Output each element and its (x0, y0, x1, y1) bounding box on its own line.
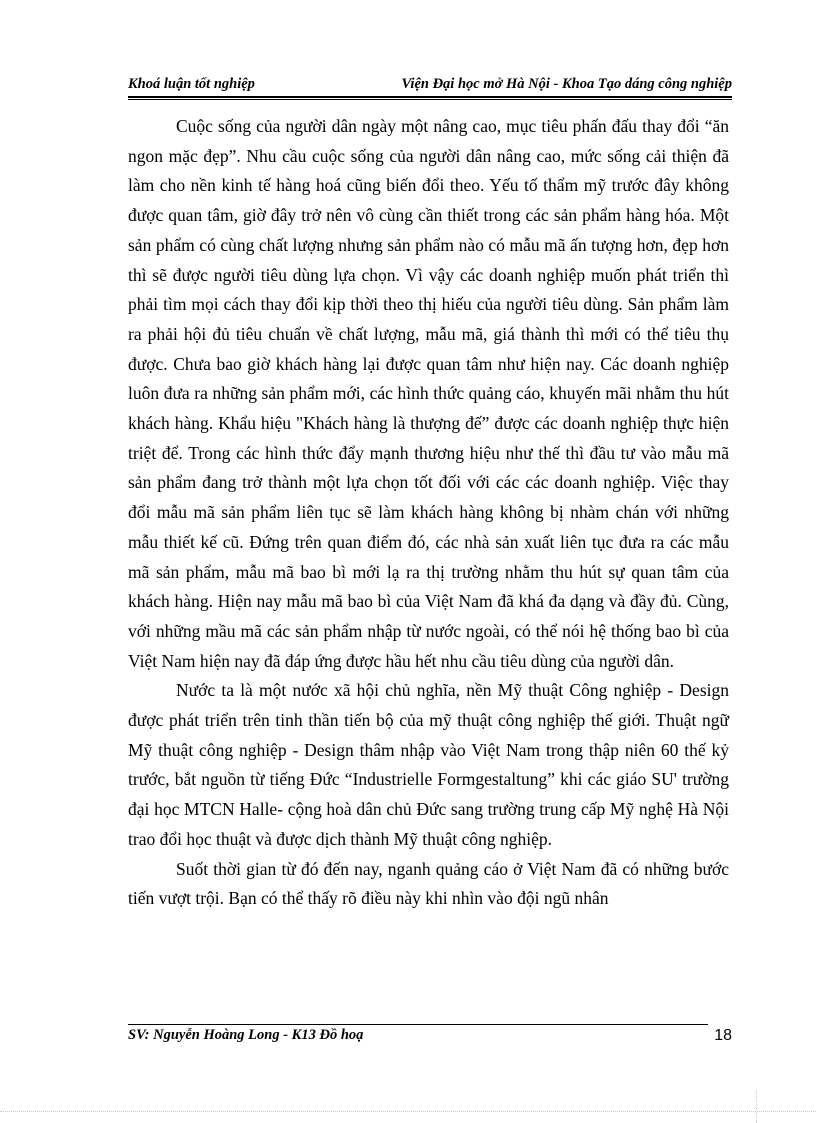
page-header (128, 76, 732, 98)
header-thesis-label: Khoá luận tốt nghiệp (128, 76, 255, 92)
page-number: 18 (714, 1027, 732, 1044)
body-text (128, 112, 729, 914)
header-rule-thick (128, 96, 732, 98)
footer-student-label: SV: Nguyễn Hoàng Long - K13 Đồ hoạ (128, 1027, 364, 1043)
header-rule-thin (128, 99, 732, 100)
paragraph-1: Cuộc sống của người dân ngày một nâng cao, mục tiêu phấn đấu thay đổi “ăn ngon mặc đẹp”. Nhu cầu cuộc sống của người dân nâng cao, mức sống cải thiện đã làm cho nền kinh tế hàng hoá cũng biến đổi theo. Yếu tố thẩm mỹ trước đây không được quan tâm, giờ đây trở nên vô cùng cần thiết trong các sản phẩm hàng hóa. Một sản phẩm có cùng chất lượng nhưng sản phẩm nào có mẫu mã ấn tượng hơn, đẹp hơn thì sẽ được người tiêu dùng lựa chọn. Vì vậy các doanh nghiệp muốn phát triển thì phải tìm mọi cách thay đổi kịp thời theo thị hiếu của người tiêu dùng. Sản phẩm làm ra phải hội đủ tiêu chuẩn về chất lượng, mẫu mã, giá thành thì mới có thể tiêu thụ được. Chưa bao giờ khách hàng lại được quan tâm như hiện nay. Các doanh nghiệp luôn đưa ra những sản phẩm mới, các hình thức quảng cáo, khuyến mãi nhằm thu hút khách hàng. Khẩu hiệu "Khách hàng là thượng đế” được các doanh nghiệp thực hiện triệt để. Trong các hình thức đẩy mạnh thương hiệu như thế thì đầu tư vào mẫu mã sản phẩm đang trở thành một lựa chọn tốt đối với các các doanh nghiệp. Việc thay đổi mẫu mã sản phẩm liên tục sẽ làm khách hàng không bị nhàm chán với những mẫu thiết kế cũ. Đứng trên quan điểm đó, các nhà sản xuất liên tục đưa ra các mẫu mã sản phẩm, mẫu mã bao bì mới lạ ra thị trường nhằm thu hút sự quan tâm của khách hàng. Hiện nay mẫu mã bao bì của Việt Nam đã khá đa dạng và đầy đủ. Cùng, với những mầu mã các sản phẩm nhập từ nước ngoài, có thể nói hệ thống bao bì của Việt Nam hiện nay đã đáp ứng được hầu hết nhu cầu tiêu dùng của người dân. (128, 116, 729, 671)
header-institute-label: Viện Đại học mở Hà Nội - Khoa Tạo dáng công nghiệp (401, 76, 732, 92)
paragraph-2: Nước ta là một nước xã hội chủ nghĩa, nền Mỹ thuật Công nghiệp - Design được phát triển trên tinh thần tiến bộ của mỹ thuật công nghiệp thế giới. Thuật ngữ Mỹ thuật công nghiệp - Design thâm nhập vào Việt Nam trong thập niên 60 thế kỷ trước, bắt nguồn từ tiếng Đức “Industrielle Formgestaltung” khi các giáo SU' trường đại học MTCN Halle- cộng hoà dân chủ Đức sang trường trung cấp Mỹ nghệ Hà Nội trao đổi học thuật và được dịch thành Mỹ thuật công nghiệp. (128, 680, 729, 849)
paragraph-3: Suốt thời gian từ đó đến nay, nganh quảng cáo ở Việt Nam đã có những bước tiến vượt trội. Bạn có thể thấy rõ điều này khi nhìn vào đội ngũ nhân (128, 858, 729, 909)
page-boundary-horizontal (0, 1111, 816, 1112)
page-footer (128, 1027, 732, 1049)
page-boundary-vertical (756, 1090, 757, 1123)
footer-rule (128, 1024, 708, 1025)
